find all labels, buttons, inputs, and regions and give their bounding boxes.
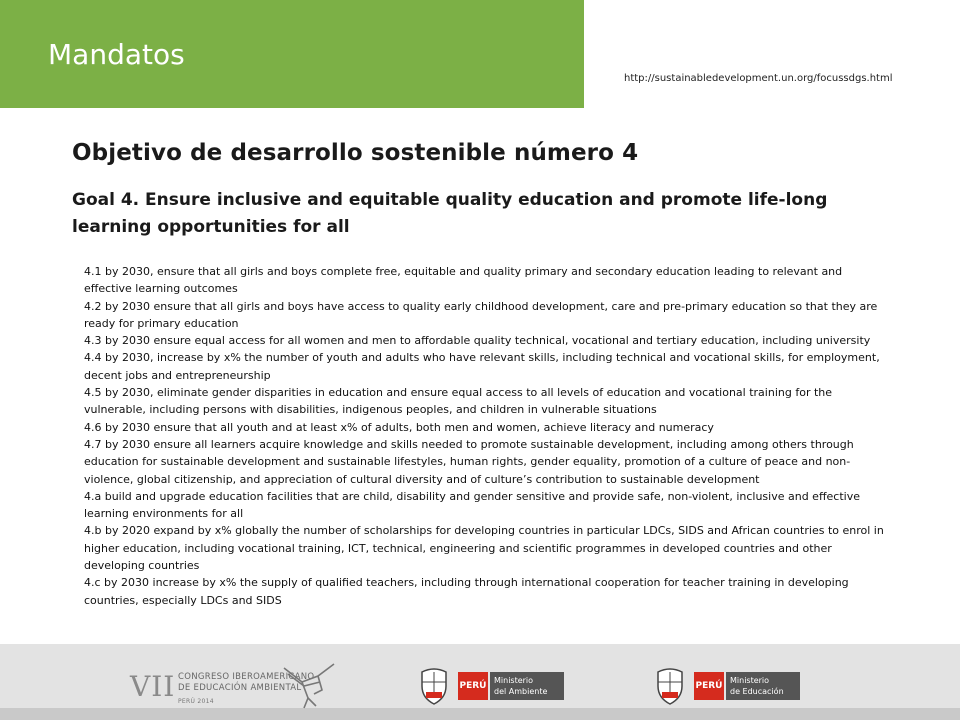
congress-name-line2: DE EDUCACIÓN AMBIENTAL: [178, 683, 302, 693]
ministry-education-line2: de Educación: [730, 687, 784, 696]
goal-heading: Goal 4. Ensure inclusive and equitable quality education and promote life-long learning opportunities for all: [72, 190, 828, 237]
target-item: 4.6 by 2030 ensure that all youth and at least x% of adults, both men and women, achieve literacy and numeracy: [84, 420, 714, 434]
congress-location: PERÚ 2014: [178, 698, 214, 705]
header-banner: [0, 0, 584, 108]
target-item: 4.5 by 2030, eliminate gender disparities in education and ensure equal access to all levels of education and vocational training for the vulnerable, including persons with disabilities, indigenous peoples, and children in vulnerable situations: [84, 386, 833, 417]
target-item: 4.7 by 2030 ensure all learners acquire knowledge and skills needed to promote sustainable development, including among others through education for sustainable development and sustainable lifestyles, human rights, gender equality, promotion of a culture of peace and non-violence, global citizenship, and appreciation of cultural diversity and of culture’s contribution to sustainable development: [84, 437, 854, 486]
peru-label: PERÚ: [458, 672, 488, 700]
ministry-education-line1: Ministerio: [730, 676, 770, 685]
congress-numeral: VII: [130, 670, 176, 703]
target-item: 4.4 by 2030, increase by x% the number of youth and adults who have relevant skills, including technical and vocational skills, for employment, decent jobs and entrepreneurship: [84, 351, 880, 382]
ministry-environment-line2: del Ambiente: [494, 687, 548, 696]
congress-logo: [126, 658, 346, 714]
page-title: Objetivo de desarrollo sostenible número 4: [72, 140, 639, 166]
condor-icon: [278, 660, 340, 712]
target-item: 4.b by 2020 expand by x% globally the number of scholarships for developing countries in particular LDCs, SIDS and African countries to enrol in higher education, including vocational training, ICT, technical, engineering and scientific programmes in developed countries and other developing countries: [84, 524, 884, 573]
congress-name-line1: CONGRESO IBEROAMERICANO: [178, 672, 315, 682]
ministry-environment-logo: [414, 666, 564, 706]
target-item: 4.a build and upgrade education facilities that are child, disability and gender sensitive and provide safe, non-violent, inclusive and effective learning environments for all: [84, 489, 860, 521]
target-item: 4.3 by 2030 ensure equal access for all women and men to affordable quality technical, vocational and tertiary education, including university: [84, 334, 871, 348]
ministry-education-name: [726, 672, 800, 700]
target-item: 4.2 by 2030 ensure that all girls and boys have access to quality early childhood development, care and pre-primary education so that they are ready for primary education: [84, 299, 878, 330]
target-item: 4.c by 2030 increase by x% the supply of qualified teachers, including through international cooperation for teacher training in developing countries, especially LDCs and SIDS: [84, 576, 849, 607]
ministry-environment-name: [490, 672, 564, 700]
target-list: [84, 263, 884, 609]
target-item: 4.1 by 2030, ensure that all girls and boys complete free, equitable and quality primary and secondary education leading to relevant and effective learning outcomes: [84, 265, 843, 296]
section-title: Mandatos: [48, 38, 185, 71]
peru-label: PERÚ: [694, 672, 724, 700]
source-url: http://sustainabledevelopment.un.org/focussdgs.html: [624, 73, 893, 84]
ministry-environment-line1: Ministerio: [494, 676, 534, 685]
peru-coat-of-arms-icon: [414, 666, 454, 706]
peru-coat-of-arms-icon: [650, 666, 690, 706]
ministry-education-logo: [650, 666, 800, 706]
